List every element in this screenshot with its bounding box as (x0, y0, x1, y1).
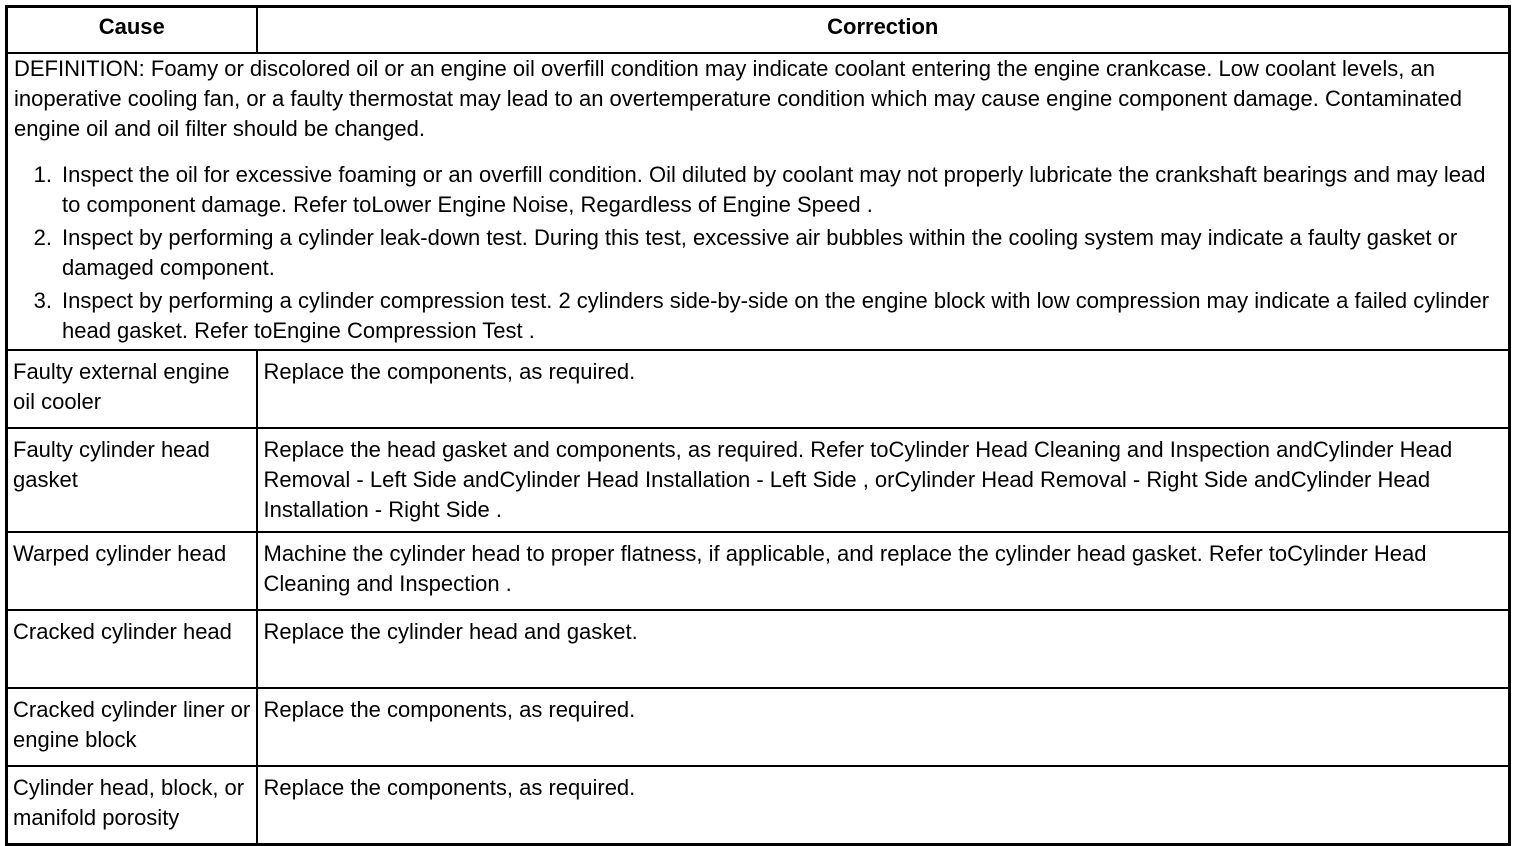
cause-column-header: Cause (7, 7, 257, 54)
table-row (7, 766, 1510, 845)
inspection-steps-list (14, 160, 1502, 346)
correction-column-header: Correction (257, 7, 1510, 54)
definition-cell (7, 53, 1510, 350)
step-number: 3. (33, 288, 52, 313)
step-number: 1. (33, 162, 52, 187)
table-row (7, 428, 1510, 532)
correction-cell: Replace the cylinder head and gasket. (257, 610, 1510, 688)
inspection-step (14, 160, 1502, 220)
step-text: Inspect by performing a cylinder compression test. 2 cylinders side-by-side on the engine block with low compression may indicate a failed cylinder head gasket. Refer toEngine Compression Test . (62, 288, 1490, 343)
cause-cell: Faulty external engine oil cooler (7, 350, 257, 428)
step-text: Inspect the oil for excessive foaming or an overfill condition. Oil diluted by coolant may not properly lubricate the crankshaft bearings and may lead to component damage. Refer toLower Engine Noise, Regardless of Engine Speed . (62, 162, 1486, 217)
definition-row (7, 53, 1510, 350)
table-row (7, 610, 1510, 688)
definition-text: DEFINITION: Foamy or discolored oil or an engine oil overfill condition may indicate coolant entering the engine crankcase. Low coolant levels, an inoperative cooling fan, or a faulty thermostat may lead to an overtemperature condition which may cause engine component damage. Contaminated engine oil and oil filter should be changed. (14, 56, 1462, 141)
table-row (7, 532, 1510, 610)
inspection-step (14, 223, 1502, 283)
cause-cell: Cracked cylinder head (7, 610, 257, 688)
correction-cell: Replace the head gasket and components, as required. Refer toCylinder Head Cleaning and Inspection andCylinder Head Removal - Left Side andCylinder Head Installation - Left Side , orCylinder Head Removal - Right Side andCylinder Head Installation - Right Side . (257, 428, 1510, 532)
cause-cell: Warped cylinder head (7, 532, 257, 610)
cause-cell: Cracked cylinder liner or engine block (7, 688, 257, 766)
diagnostic-table (5, 5, 1511, 846)
correction-cell: Replace the components, as required. (257, 766, 1510, 845)
header-row (7, 7, 1510, 54)
cause-cell: Cylinder head, block, or manifold porosity (7, 766, 257, 845)
table-row (7, 688, 1510, 766)
cause-cell: Faulty cylinder head gasket (7, 428, 257, 532)
step-text: Inspect by performing a cylinder leak-down test. During this test, excessive air bubbles within the cooling system may indicate a faulty gasket or damaged component. (62, 225, 1458, 280)
table-row (7, 350, 1510, 428)
inspection-step (14, 286, 1502, 346)
correction-cell: Machine the cylinder head to proper flatness, if applicable, and replace the cylinder head gasket. Refer toCylinder Head Cleaning and Inspection . (257, 532, 1510, 610)
step-number: 2. (33, 225, 52, 250)
correction-cell: Replace the components, as required. (257, 688, 1510, 766)
correction-cell: Replace the components, as required. (257, 350, 1510, 428)
